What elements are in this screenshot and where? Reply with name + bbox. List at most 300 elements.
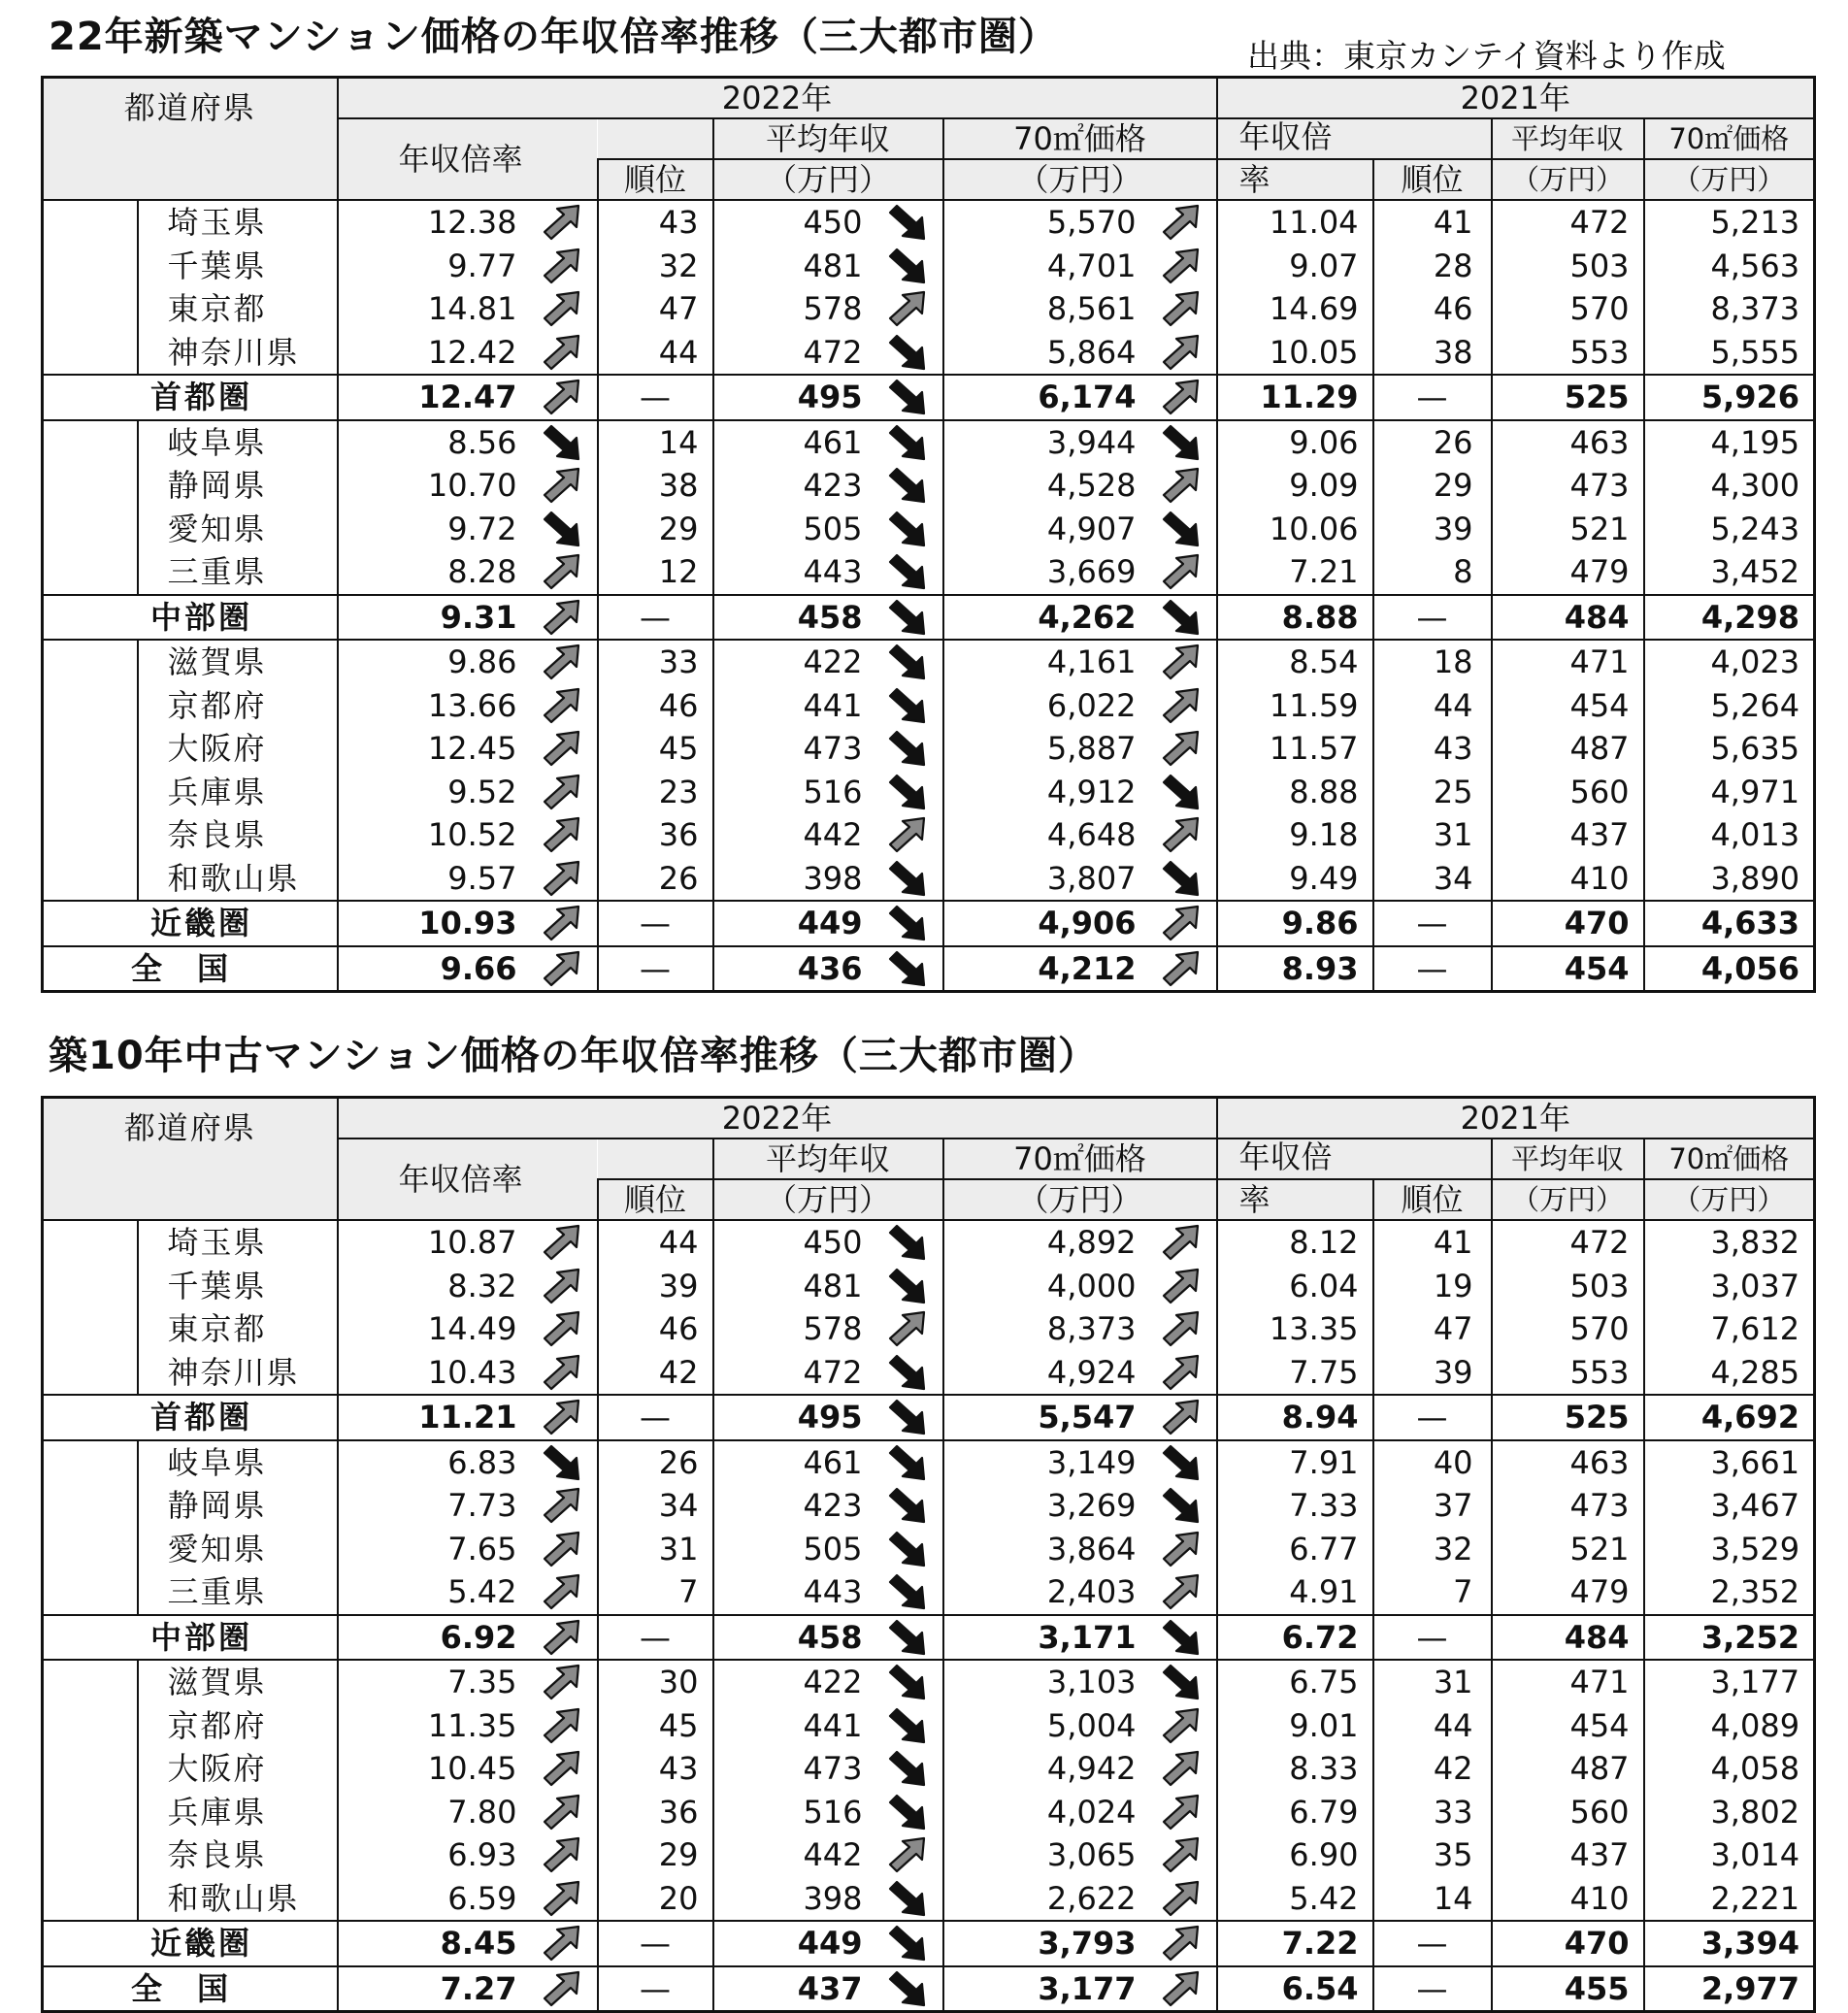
prefecture-name: 埼玉県 <box>138 1220 338 1265</box>
price-cell <box>943 464 1217 508</box>
table-row <box>43 1484 1815 1528</box>
arrow-down-right-icon <box>886 1793 929 1832</box>
rank-value: 42 <box>598 1351 713 1396</box>
ratio-2021-value: 6.75 <box>1217 1660 1373 1704</box>
arrow-down-right-icon <box>1160 1618 1203 1657</box>
price-cell <box>943 813 1217 857</box>
trend-arrow <box>1146 1835 1216 1874</box>
price-value: 3,793 <box>1038 1925 1137 1963</box>
trend-arrow <box>1146 949 1216 988</box>
region-block <box>43 1660 138 1921</box>
trend-arrow <box>873 1924 942 1963</box>
price-cell <box>943 1307 1217 1351</box>
rank-value: 31 <box>598 1528 713 1571</box>
trend-arrow <box>527 333 597 372</box>
income-value: 505 <box>803 510 863 547</box>
income-value: 505 <box>803 1530 863 1568</box>
ratio-value: 6.59 <box>447 1879 517 1917</box>
ratio-2021-value: 6.90 <box>1217 1833 1373 1877</box>
ratio-2021-value: 13.35 <box>1217 1307 1373 1351</box>
price-value: 5,547 <box>1038 1399 1137 1436</box>
ratio-value: 7.65 <box>447 1530 517 1568</box>
header-year-2021: 2021年 <box>1217 1098 1815 1139</box>
income-cell <box>713 684 943 728</box>
arrow-up-right-icon <box>541 1398 583 1436</box>
ratio-2021-value: 8.12 <box>1217 1220 1373 1265</box>
price-value: 4,942 <box>1046 1750 1137 1788</box>
price-2021-value: 3,252 <box>1644 1615 1815 1661</box>
arrow-up-right-icon <box>541 203 583 242</box>
arrow-down-right-icon <box>541 423 583 462</box>
arrow-up-right-icon <box>541 598 583 637</box>
income-2021-value: 463 <box>1492 420 1644 465</box>
arrow-up-right-icon <box>1160 1879 1203 1918</box>
rank-value: 45 <box>598 727 713 771</box>
price-2021-value: 4,633 <box>1644 901 1815 946</box>
table-row <box>43 508 1815 551</box>
price-2021-value: 5,635 <box>1644 727 1815 771</box>
arrow-up-right-icon <box>1160 378 1203 416</box>
ratio-cell <box>338 1615 598 1661</box>
ratio-cell <box>338 1791 598 1834</box>
price-value: 5,864 <box>1046 333 1137 371</box>
price-2021-value: 4,013 <box>1644 813 1815 857</box>
header-blank <box>1373 1138 1492 1179</box>
rank-2021-value: — <box>1373 1966 1492 2012</box>
price-2021-value: 3,452 <box>1644 550 1815 595</box>
arrow-down-right-icon <box>541 1443 583 1482</box>
ratio-value: 7.80 <box>447 1793 517 1831</box>
table2-container <box>41 1096 1813 2013</box>
arrow-up-right-icon <box>1160 729 1203 768</box>
income-2021-value: 487 <box>1492 727 1644 771</box>
table-row <box>43 550 1815 595</box>
region-name: 全国 <box>43 946 338 992</box>
arrow-up-right-icon <box>541 1530 583 1568</box>
rank-2021-value: — <box>1373 375 1492 420</box>
prefecture-name: 京都府 <box>138 684 338 728</box>
trend-arrow <box>527 904 597 942</box>
trend-arrow <box>527 552 597 591</box>
rank-2021-value: — <box>1373 1395 1492 1440</box>
ratio-value: 8.45 <box>440 1925 517 1963</box>
rank-2021-value: 31 <box>1373 1660 1492 1704</box>
arrow-up-right-icon <box>541 333 583 372</box>
rank-2021-value: 25 <box>1373 771 1492 814</box>
prefecture-name: 和歌山県 <box>138 857 338 902</box>
table-row <box>43 331 1815 376</box>
price-2021-value: 3,467 <box>1644 1484 1815 1528</box>
trend-arrow <box>1146 1223 1216 1262</box>
region-block <box>43 1220 138 1395</box>
rank-value: — <box>598 1921 713 1966</box>
prefecture-name: 神奈川県 <box>138 1351 338 1396</box>
arrow-up-right-icon <box>541 378 583 416</box>
arrow-down-right-icon <box>541 510 583 548</box>
income-cell <box>713 464 943 508</box>
trend-arrow <box>873 1267 942 1305</box>
rank-value: 7 <box>598 1570 713 1615</box>
header-price-2021: 70㎡価格 <box>1644 118 1815 159</box>
table-row <box>43 1528 1815 1571</box>
income-cell <box>713 857 943 902</box>
ratio-value: 10.43 <box>427 1353 517 1391</box>
arrow-down-right-icon <box>886 729 929 768</box>
price-value: 6,022 <box>1046 686 1137 724</box>
subtotal-row <box>43 595 1815 641</box>
income-cell <box>713 1440 943 1485</box>
data-table <box>41 1096 1816 2013</box>
ratio-2021-value: 5.42 <box>1217 1877 1373 1922</box>
income-value: 458 <box>797 598 863 636</box>
ratio-cell <box>338 1704 598 1748</box>
rank-value: 43 <box>598 200 713 245</box>
rank-value: 26 <box>598 857 713 902</box>
arrow-down-right-icon <box>886 423 929 462</box>
table-row <box>43 684 1815 728</box>
arrow-up-right-icon <box>886 1309 929 1348</box>
ratio-cell <box>338 1747 598 1791</box>
arrow-down-right-icon <box>886 1398 929 1436</box>
income-value: 450 <box>803 1224 863 1262</box>
trend-arrow <box>873 1572 942 1611</box>
arrow-up-right-icon <box>541 1663 583 1701</box>
trend-arrow <box>527 1486 597 1525</box>
income-2021-value: 410 <box>1492 857 1644 902</box>
arrow-up-right-icon <box>541 1879 583 1918</box>
header-income-unit: （万円） <box>713 159 943 200</box>
arrow-up-right-icon <box>1160 815 1203 854</box>
subtotal-row <box>43 1966 1815 2012</box>
ratio-cell <box>338 857 598 902</box>
trend-arrow <box>873 1835 942 1874</box>
ratio-cell <box>338 550 598 595</box>
arrow-down-right-icon <box>886 859 929 898</box>
ratio-2021-value: 8.94 <box>1217 1395 1373 1440</box>
trend-arrow <box>873 1530 942 1568</box>
income-value: 436 <box>797 949 863 987</box>
price-cell <box>943 1484 1217 1528</box>
arrow-up-right-icon <box>541 859 583 898</box>
trend-arrow <box>527 1353 597 1392</box>
trend-arrow <box>1146 1749 1216 1788</box>
arrow-down-right-icon <box>886 552 929 591</box>
arrow-down-right-icon <box>886 1924 929 1963</box>
income-cell <box>713 946 943 992</box>
income-cell <box>713 813 943 857</box>
ratio-value: 7.27 <box>440 1969 517 2007</box>
rank-value: 14 <box>598 420 713 465</box>
rank-2021-value: 33 <box>1373 1791 1492 1834</box>
trend-arrow <box>1146 552 1216 591</box>
arrow-up-right-icon <box>1160 949 1203 988</box>
income-2021-value: 525 <box>1492 375 1644 420</box>
header-ratio: 年収倍率 <box>338 1138 598 1220</box>
region-name: 全国 <box>43 1966 338 2012</box>
income-cell <box>713 1660 943 1704</box>
arrow-up-right-icon <box>1160 904 1203 942</box>
ratio-2021-value: 6.77 <box>1217 1528 1373 1571</box>
arrow-down-right-icon <box>1160 773 1203 811</box>
rank-value: — <box>598 901 713 946</box>
price-value: 4,161 <box>1046 644 1137 681</box>
trend-arrow <box>873 1309 942 1348</box>
header-ratio-2021: 年収倍 <box>1217 118 1373 159</box>
ratio-value: 11.21 <box>418 1399 517 1436</box>
arrow-up-right-icon <box>541 773 583 811</box>
rank-value: — <box>598 595 713 641</box>
arrow-up-right-icon <box>541 466 583 505</box>
trend-arrow <box>1146 289 1216 328</box>
rank-value: — <box>598 1966 713 2012</box>
price-value: 4,924 <box>1046 1353 1137 1391</box>
table-row <box>43 1704 1815 1748</box>
price-2021-value: 4,195 <box>1644 420 1815 465</box>
price-2021-value: 3,037 <box>1644 1265 1815 1308</box>
trend-arrow <box>873 949 942 988</box>
rank-value: — <box>598 946 713 992</box>
income-cell <box>713 375 943 420</box>
ratio-2021-value: 10.06 <box>1217 508 1373 551</box>
ratio-2021-value: 11.04 <box>1217 200 1373 245</box>
table-row <box>43 287 1815 331</box>
income-value: 473 <box>803 730 863 768</box>
price-cell <box>943 1615 1217 1661</box>
income-cell <box>713 331 943 376</box>
arrow-up-right-icon <box>886 289 929 328</box>
price-2021-value: 2,977 <box>1644 1966 1815 2012</box>
arrow-down-right-icon <box>1160 423 1203 462</box>
price-value: 4,000 <box>1046 1267 1137 1304</box>
income-value: 442 <box>803 1836 863 1874</box>
trend-arrow <box>1146 203 1216 242</box>
price-2021-value: 4,056 <box>1644 946 1815 992</box>
rank-value: 12 <box>598 550 713 595</box>
income-2021-value: 473 <box>1492 464 1644 508</box>
income-cell <box>713 200 943 245</box>
header-prefecture: 都道府県 <box>43 1098 338 1221</box>
header-price-2021-unit: （万円） <box>1644 1179 1815 1220</box>
trend-arrow <box>527 1398 597 1436</box>
ratio-value: 6.92 <box>440 1618 517 1656</box>
ratio-value: 8.56 <box>447 423 517 461</box>
price-cell <box>943 1921 1217 1966</box>
arrow-down-right-icon <box>1160 1663 1203 1701</box>
trend-arrow <box>873 466 942 505</box>
price-cell <box>943 684 1217 728</box>
trend-arrow <box>873 598 942 637</box>
header-rank-2021: 順位 <box>1373 159 1492 200</box>
ratio-2021-value: 7.75 <box>1217 1351 1373 1396</box>
prefecture-name: 大阪府 <box>138 1747 338 1791</box>
arrow-down-right-icon <box>886 378 929 416</box>
price-cell <box>943 550 1217 595</box>
price-cell <box>943 245 1217 288</box>
ratio-value: 8.28 <box>447 553 517 591</box>
ratio-cell <box>338 684 598 728</box>
arrow-down-right-icon <box>886 773 929 811</box>
trend-arrow <box>1146 1309 1216 1348</box>
trend-arrow <box>527 1924 597 1963</box>
region-name: 中部圏 <box>43 1615 338 1661</box>
price-value: 3,177 <box>1038 1969 1137 2007</box>
rank-2021-value: 31 <box>1373 813 1492 857</box>
price-2021-value: 3,394 <box>1644 1921 1815 1966</box>
rank-value: 46 <box>598 684 713 728</box>
trend-arrow <box>527 1879 597 1918</box>
price-2021-value: 4,300 <box>1644 464 1815 508</box>
region-name: 首都圏 <box>43 1395 338 1440</box>
arrow-up-right-icon <box>1160 1353 1203 1392</box>
table-row <box>43 1791 1815 1834</box>
trend-arrow <box>1146 1353 1216 1392</box>
price-2021-value: 4,058 <box>1644 1747 1815 1791</box>
income-value: 481 <box>803 1267 863 1304</box>
income-cell <box>713 901 943 946</box>
price-2021-value: 5,243 <box>1644 508 1815 551</box>
income-cell <box>713 1528 943 1571</box>
rank-2021-value: — <box>1373 595 1492 641</box>
rank-2021-value: 40 <box>1373 1440 1492 1485</box>
income-2021-value: 503 <box>1492 1265 1644 1308</box>
price-cell <box>943 727 1217 771</box>
income-cell <box>713 1484 943 1528</box>
arrow-down-right-icon <box>886 1486 929 1525</box>
ratio-cell <box>338 245 598 288</box>
arrow-up-right-icon <box>1160 1309 1203 1348</box>
arrow-up-right-icon <box>541 1267 583 1305</box>
price-2021-value: 2,221 <box>1644 1877 1815 1922</box>
header-blank <box>598 118 713 159</box>
arrow-down-right-icon <box>886 1618 929 1657</box>
ratio-2021-value: 9.07 <box>1217 245 1373 288</box>
rank-2021-value: 44 <box>1373 684 1492 728</box>
header-income-2021: 平均年収 <box>1492 118 1644 159</box>
trend-arrow <box>527 1706 597 1745</box>
rank-value: 36 <box>598 1791 713 1834</box>
prefecture-name: 兵庫県 <box>138 1791 338 1834</box>
region-name: 近畿圏 <box>43 1921 338 1966</box>
price-2021-value: 7,612 <box>1644 1307 1815 1351</box>
trend-arrow <box>873 1969 942 2008</box>
trend-arrow <box>1146 247 1216 285</box>
income-2021-value: 437 <box>1492 1833 1644 1877</box>
rank-value: — <box>598 1395 713 1440</box>
income-2021-value: 454 <box>1492 1704 1644 1748</box>
rank-2021-value: 7 <box>1373 1570 1492 1615</box>
arrow-down-right-icon <box>886 1267 929 1305</box>
income-2021-value: 472 <box>1492 1220 1644 1265</box>
arrow-up-right-icon <box>541 815 583 854</box>
income-2021-value: 503 <box>1492 245 1644 288</box>
prefecture-name: 愛知県 <box>138 508 338 551</box>
income-cell <box>713 640 943 684</box>
income-2021-value: 521 <box>1492 1528 1644 1571</box>
price-value: 3,944 <box>1046 423 1137 461</box>
income-value: 458 <box>797 1618 863 1656</box>
prefecture-name: 京都府 <box>138 1704 338 1748</box>
prefecture-name: 大阪府 <box>138 727 338 771</box>
price-value: 3,807 <box>1046 859 1137 897</box>
ratio-value: 14.49 <box>427 1310 517 1348</box>
header-blank <box>598 1138 713 1179</box>
price-2021-value: 3,802 <box>1644 1791 1815 1834</box>
rank-2021-value: 14 <box>1373 1877 1492 1922</box>
income-2021-value: 454 <box>1492 946 1644 992</box>
arrow-up-right-icon <box>886 815 929 854</box>
ratio-cell <box>338 1528 598 1571</box>
income-value: 450 <box>803 204 863 242</box>
income-2021-value: 454 <box>1492 684 1644 728</box>
header-income-unit: （万円） <box>713 1179 943 1220</box>
rank-2021-value: — <box>1373 946 1492 992</box>
arrow-down-right-icon <box>886 1530 929 1568</box>
arrow-down-right-icon <box>886 1969 929 2008</box>
trend-arrow <box>873 1879 942 1918</box>
ratio-value: 10.52 <box>427 816 517 854</box>
trend-arrow <box>1146 378 1216 416</box>
price-cell <box>943 1966 1217 2012</box>
price-cell <box>943 901 1217 946</box>
arrow-down-right-icon <box>886 686 929 725</box>
prefecture-name: 兵庫県 <box>138 771 338 814</box>
trend-arrow <box>873 815 942 854</box>
price-cell <box>943 1440 1217 1485</box>
income-cell <box>713 1833 943 1877</box>
income-cell <box>713 1570 943 1615</box>
table1-title: 22年新築マンション価格の年収倍率推移（三大都市圏） <box>49 15 1058 59</box>
trend-arrow <box>873 686 942 725</box>
trend-arrow <box>527 1572 597 1611</box>
arrow-down-right-icon <box>886 949 929 988</box>
rank-value: 38 <box>598 464 713 508</box>
price-cell <box>943 595 1217 641</box>
arrow-up-right-icon <box>1160 552 1203 591</box>
rank-2021-value: 8 <box>1373 550 1492 595</box>
prefecture-name: 東京都 <box>138 287 338 331</box>
ratio-value: 13.66 <box>427 686 517 724</box>
ratio-cell <box>338 1660 598 1704</box>
price-cell <box>943 1660 1217 1704</box>
trend-arrow <box>1146 423 1216 462</box>
ratio-value: 12.42 <box>427 333 517 371</box>
price-cell <box>943 287 1217 331</box>
price-2021-value: 2,352 <box>1644 1570 1815 1615</box>
price-2021-value: 4,089 <box>1644 1704 1815 1748</box>
trend-arrow <box>873 904 942 942</box>
trend-arrow <box>1146 859 1216 898</box>
arrow-up-right-icon <box>1160 1223 1203 1262</box>
arrow-down-right-icon <box>886 1706 929 1745</box>
income-2021-value: 455 <box>1492 1966 1644 2012</box>
trend-arrow <box>873 1223 942 1262</box>
price-value: 3,669 <box>1046 553 1137 591</box>
price-value: 4,262 <box>1038 598 1137 636</box>
arrow-up-right-icon <box>1160 247 1203 285</box>
trend-arrow <box>527 289 597 328</box>
trend-arrow <box>527 643 597 681</box>
rank-2021-value: 34 <box>1373 857 1492 902</box>
arrow-up-right-icon <box>1160 1835 1203 1874</box>
rank-2021-value: 44 <box>1373 1704 1492 1748</box>
price-2021-value: 3,661 <box>1644 1440 1815 1485</box>
prefecture-name: 三重県 <box>138 550 338 595</box>
ratio-value: 10.87 <box>427 1224 517 1262</box>
subtotal-row <box>43 375 1815 420</box>
income-cell <box>713 595 943 641</box>
trend-arrow <box>527 1267 597 1305</box>
price-value: 2,403 <box>1046 1573 1137 1611</box>
